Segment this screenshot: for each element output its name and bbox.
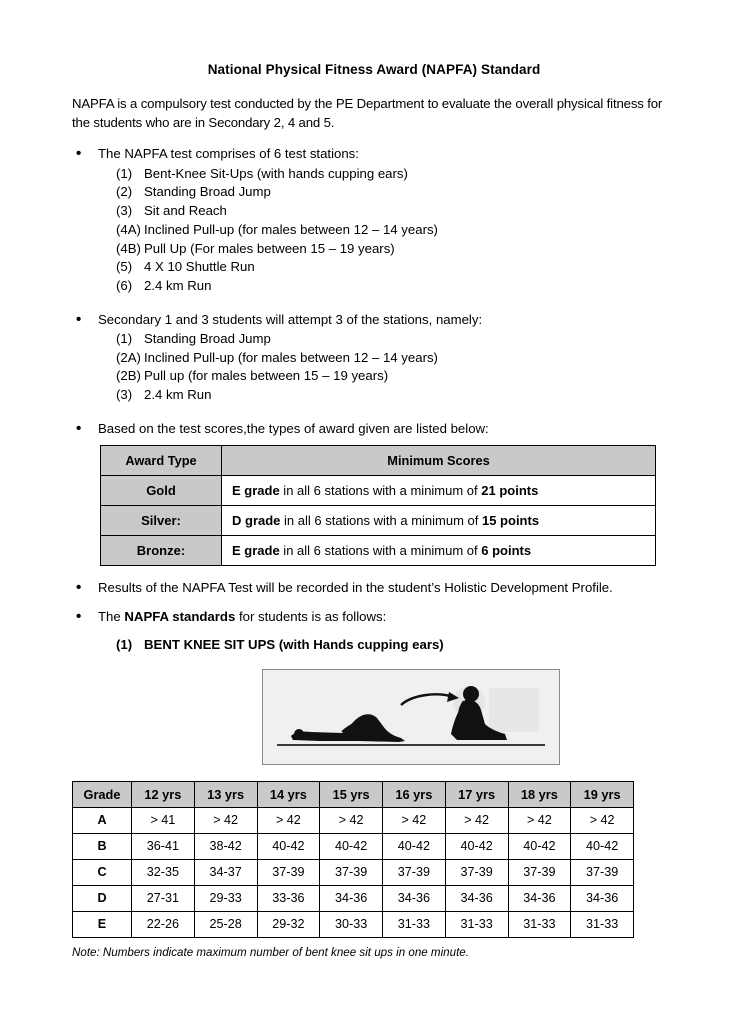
item-number: (2A)	[116, 349, 141, 365]
table-header-row	[101, 446, 656, 476]
cell: 40-42	[257, 833, 320, 859]
cell: B	[73, 833, 132, 859]
item-number: (4A)	[116, 221, 141, 237]
item-text: Pull up (for males between 15 – 19 years)	[144, 368, 389, 384]
award-type-silver: Silver:	[101, 506, 222, 536]
cell: 37-39	[320, 859, 383, 885]
bullet-icon: •	[76, 579, 82, 597]
cell: 25-28	[194, 911, 257, 937]
grade-value: E grade	[232, 543, 280, 559]
sec13-list	[98, 330, 676, 405]
cell: 38-42	[194, 833, 257, 859]
item-number: (2)	[116, 184, 133, 200]
cell: 34-36	[445, 885, 508, 911]
spacer	[72, 600, 676, 607]
cell: 37-39	[383, 859, 446, 885]
table-row	[73, 911, 634, 937]
score-mid-text: in all 6 stations with a minimum of	[279, 483, 482, 499]
cell: 30-33	[320, 911, 383, 937]
cell: > 42	[508, 807, 571, 833]
cell: > 42	[445, 807, 508, 833]
table-header-row	[73, 781, 634, 807]
table-row	[73, 833, 634, 859]
standards-lead	[98, 607, 676, 626]
bullet-icon: •	[76, 419, 82, 437]
cell: 37-39	[445, 859, 508, 885]
section-awards	[72, 419, 676, 439]
section-standards	[72, 607, 676, 654]
table-row	[73, 807, 634, 833]
item-text: Pull Up (For males between 15 – 19 years)	[144, 240, 395, 256]
item-number: (2B)	[116, 368, 141, 384]
sit-up-illustration	[262, 669, 560, 765]
points-value: 21 points	[481, 483, 539, 499]
cell: 34-36	[320, 885, 383, 911]
table-row	[73, 885, 634, 911]
item-number: (1)	[116, 165, 133, 181]
score-mid-text: in all 6 stations with a minimum of	[279, 543, 482, 559]
column-header-award-type: Award Type	[101, 446, 222, 476]
cell: 34-36	[383, 885, 446, 911]
column-header-18yrs: 18 yrs	[508, 781, 571, 807]
cell: > 42	[383, 807, 446, 833]
cell: 40-42	[320, 833, 383, 859]
lead-pre: The	[98, 609, 125, 625]
item-number: (3)	[116, 203, 133, 219]
lead-bold: NAPFA standards	[124, 609, 236, 625]
section-sec-1-and-3	[72, 310, 676, 405]
list-item	[98, 277, 676, 296]
cell: C	[73, 859, 132, 885]
cell: 37-39	[508, 859, 571, 885]
cell: 40-42	[508, 833, 571, 859]
item-text: Standing Broad Jump	[144, 330, 271, 346]
cell: > 42	[194, 807, 257, 833]
results-text: Results of the NAPFA Test will be recorded in the student’s Holistic Development Profile.	[98, 580, 613, 596]
table-row	[101, 476, 656, 506]
bullet-icon: •	[76, 145, 82, 163]
item-number: (3)	[116, 387, 133, 403]
column-header-16yrs: 16 yrs	[383, 781, 446, 807]
points-value: 15 points	[481, 513, 540, 529]
cell: 31-33	[383, 911, 446, 937]
cell: 40-42	[383, 833, 446, 859]
award-score-gold	[222, 476, 656, 506]
cell: > 42	[320, 807, 383, 833]
cell: D	[73, 885, 132, 911]
table-note: Note: Numbers indicate maximum number of bent knee sit ups in one minute.	[72, 945, 469, 959]
cell: 37-39	[571, 859, 634, 885]
bullet-icon: •	[76, 608, 82, 626]
item-text: 2.4 km Run	[144, 387, 212, 403]
item-text: Sit and Reach	[144, 203, 227, 219]
lead-post: for students is as follows:	[235, 609, 387, 625]
cell: 29-32	[257, 911, 320, 937]
list-item	[98, 367, 676, 386]
cell: 36-41	[132, 833, 195, 859]
cell: 27-31	[132, 885, 195, 911]
award-score-bronze	[222, 536, 656, 566]
table-row	[101, 536, 656, 566]
column-header-17yrs: 17 yrs	[445, 781, 508, 807]
cell: 31-33	[571, 911, 634, 937]
cell: 29-33	[194, 885, 257, 911]
award-type-gold: Gold	[101, 476, 222, 506]
person-sitting-icon	[441, 684, 511, 744]
spacer	[72, 407, 676, 419]
column-header-minimum-scores: Minimum Scores	[222, 446, 656, 476]
list-item	[98, 183, 676, 202]
item-number: (6)	[116, 278, 133, 294]
cell: 34-37	[194, 859, 257, 885]
list-item	[98, 221, 676, 240]
cell: > 42	[571, 807, 634, 833]
cell: 34-36	[571, 885, 634, 911]
list-item	[98, 330, 676, 349]
grade-value: D grade	[232, 513, 281, 529]
column-header-14yrs: 14 yrs	[257, 781, 320, 807]
cell: 37-39	[257, 859, 320, 885]
section-results	[72, 578, 676, 598]
award-type-bronze: Bronze:	[101, 536, 222, 566]
ground-line	[277, 744, 545, 746]
section-lead: Based on the test scores,the types of award given are listed below:	[98, 420, 489, 436]
list-item	[98, 202, 676, 221]
cell: 31-33	[445, 911, 508, 937]
page-title: National Physical Fitness Award (NAPFA) Standard	[207, 62, 541, 77]
cell: 40-42	[445, 833, 508, 859]
column-header-13yrs: 13 yrs	[194, 781, 257, 807]
table-row	[73, 859, 634, 885]
cell: 40-42	[571, 833, 634, 859]
intro-paragraph: NAPFA is a compulsory test conducted by the PE Department to evaluate the overall physical fitness for the students who are in Secondary 2, 4 and 5.	[72, 96, 663, 130]
spacer	[72, 298, 676, 310]
cell: 33-36	[257, 885, 320, 911]
sit-ups-standards-table	[72, 781, 634, 938]
column-header-15yrs: 15 yrs	[320, 781, 383, 807]
item-text: Standing Broad Jump	[144, 184, 271, 200]
column-header-grade: Grade	[73, 781, 132, 807]
cell: > 42	[257, 807, 320, 833]
section-lead: The NAPFA test comprises of 6 test stations:	[98, 146, 359, 162]
item-number: (1)	[116, 330, 133, 346]
list-item	[98, 258, 676, 277]
list-item	[98, 349, 676, 368]
station-number: (1)	[116, 637, 133, 653]
cell: 32-35	[132, 859, 195, 885]
award-score-silver	[222, 506, 656, 536]
cell: E	[73, 911, 132, 937]
item-text: 2.4 km Run	[144, 278, 212, 294]
cell: 31-33	[508, 911, 571, 937]
station-title: BENT KNEE SIT UPS (with Hands cupping ears)	[144, 637, 444, 653]
points-value: 6 points	[481, 543, 532, 559]
station-heading	[98, 635, 676, 654]
item-text: Inclined Pull-up (for males between 12 – 14 years)	[144, 221, 438, 237]
cell: 22-26	[132, 911, 195, 937]
item-number: (5)	[116, 259, 133, 275]
list-item	[98, 386, 676, 405]
item-text: Inclined Pull-up (for males between 12 – 14 years)	[144, 349, 438, 365]
column-header-19yrs: 19 yrs	[571, 781, 634, 807]
section-lead: Secondary 1 and 3 students will attempt 3 of the stations, namely:	[98, 311, 483, 327]
grade-value: E grade	[232, 483, 280, 499]
item-text: 4 X 10 Shuttle Run	[144, 259, 255, 275]
table-row	[101, 506, 656, 536]
item-number: (4B)	[116, 240, 141, 256]
cell: > 41	[132, 807, 195, 833]
bullet-icon: •	[76, 310, 82, 328]
station-list	[98, 165, 676, 296]
score-mid-text: in all 6 stations with a minimum of	[280, 513, 482, 529]
section-test-stations	[72, 144, 676, 295]
item-text: Bent-Knee Sit-Ups (with hands cupping ears)	[144, 165, 408, 181]
cell: 34-36	[508, 885, 571, 911]
list-item	[98, 165, 676, 184]
column-header-12yrs: 12 yrs	[132, 781, 195, 807]
person-lying-icon	[289, 710, 409, 744]
award-table	[100, 445, 656, 566]
cell: A	[73, 807, 132, 833]
list-item	[98, 240, 676, 259]
